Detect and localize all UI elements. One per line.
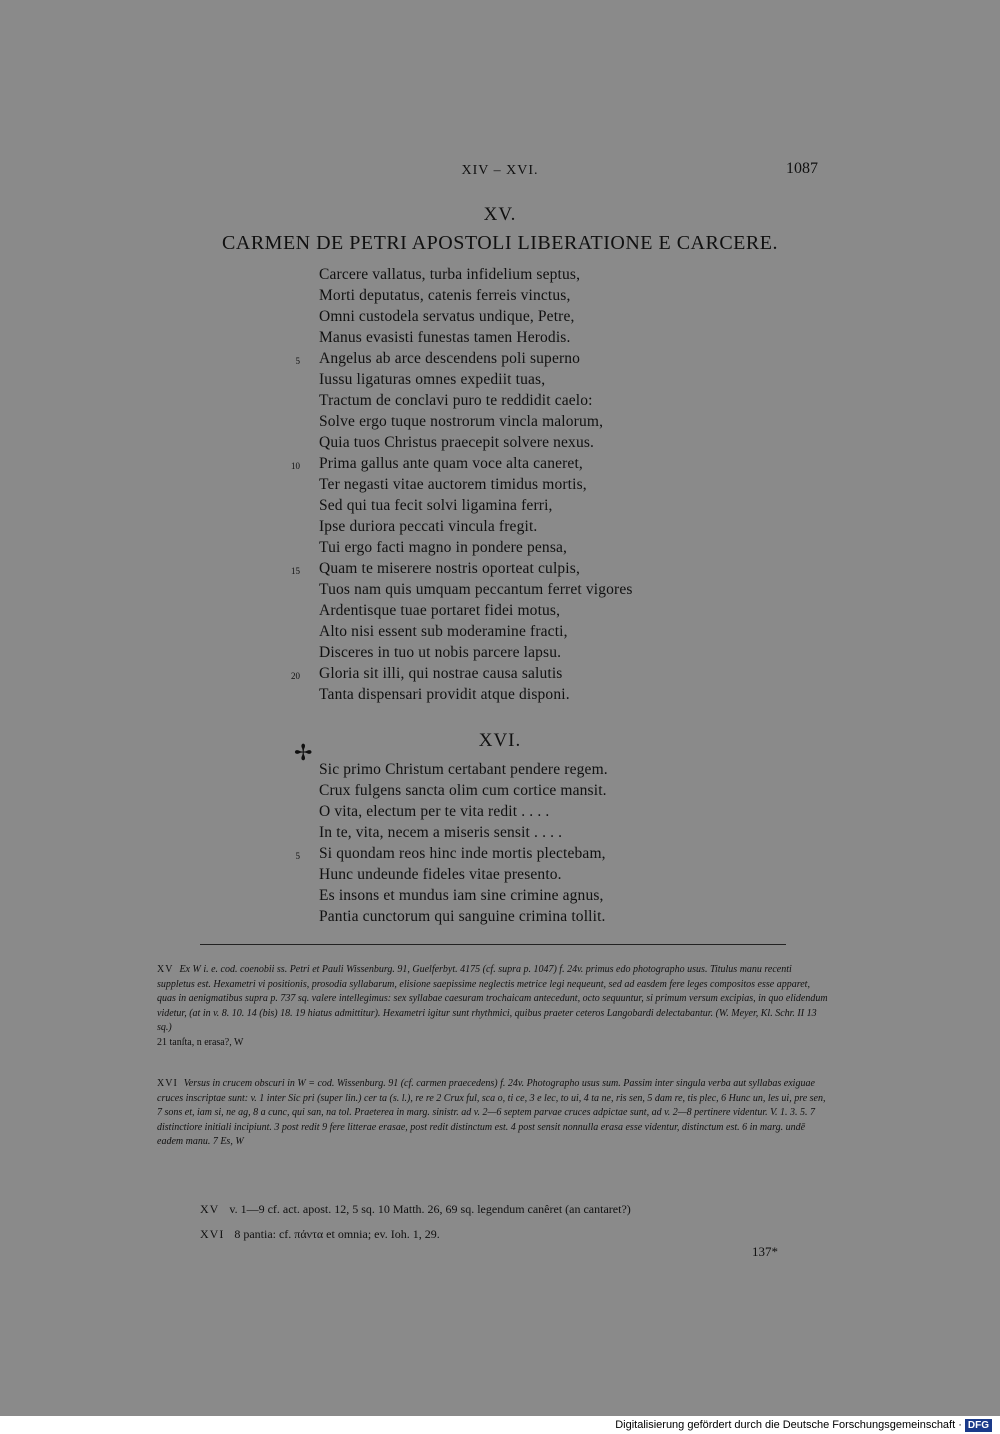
verse-line: Morti deputatus, catenis ferreis vinctus, (319, 287, 571, 304)
verse-line: Tanta dispensari providit atque disponi. (319, 686, 570, 703)
footer-text: Digitalisierung gefördert durch die Deutsche Forschungsgemeinschaft · (615, 1419, 962, 1431)
verse-line: Prima gallus ante quam voce alta caneret, (319, 455, 583, 472)
funding-footer (0, 1416, 1000, 1434)
signature-mark: 137* (752, 1244, 778, 1259)
verse-line: Omni custodela servatus undique, Petre, (319, 308, 575, 325)
verse-line: Ter negasti vitae auctorem timidus mortis, (319, 476, 587, 493)
line-number: 5 (295, 356, 300, 366)
verse-line: Manus evasisti funestas tamen Herodis. (319, 329, 571, 346)
footnote-rule (200, 944, 786, 945)
verse-line: Sed qui tua fecit solvi ligamina ferri, (319, 497, 553, 514)
verse-line: Quam te miserere nostris oporteat culpis, (319, 560, 580, 577)
verse-line: Ardentisque tuae portaret fidei motus, (319, 602, 561, 619)
verse-line: Disceres in tuo ut nobis parcere lapsu. (319, 644, 562, 661)
note-extra: 21 tanſta, n erasa?, W (157, 1036, 244, 1048)
xref-label: XVI (200, 1227, 225, 1241)
note-label: XV (157, 964, 174, 975)
verse-line: Hunc undeunde fideles vitae presento. (319, 866, 562, 883)
apparatus-note-xvi (157, 1077, 829, 1150)
running-head: XIV – XVI. (461, 163, 539, 178)
verse-line: Solve ergo tuque nostrorum vincla malorum, (319, 413, 604, 430)
verse-line: Gloria sit illi, qui nostrae causa salutis (319, 665, 563, 682)
verse-line: O vita, electum per te vita redit . . . . (319, 803, 550, 820)
page-number: 1087 (786, 160, 818, 177)
source-reference (200, 1202, 631, 1217)
verse-line: Pantia cunctorum qui sanguine crimina tollit. (319, 908, 606, 925)
poem-xv-title: CARMEN DE PETRI APOSTOLI LIBERATIONE E CARCERE. (222, 232, 778, 254)
xref-label: XV (200, 1202, 220, 1216)
dfg-logo: DFG (965, 1419, 992, 1432)
verse-line: Carcere vallatus, turba infidelium septus, (319, 266, 581, 283)
line-number: 20 (291, 671, 300, 681)
note-label: XVI (157, 1078, 178, 1089)
verse-line: Tuos nam quis umquam peccantum ferret vigores (319, 581, 633, 598)
xref-text: v. 1—9 cf. act. apost. 12, 5 sq. 10 Matth. 26, 69 sq. legendum canêret (an cantaret?) (229, 1202, 631, 1216)
verse-line: Angelus ab arce descendens poli superno (319, 350, 581, 367)
verse-line: Sic primo Christum certabant pendere regem. (319, 761, 608, 778)
source-reference (200, 1227, 440, 1242)
cross-icon: ✢ (294, 740, 313, 765)
xref-text: 8 pantia: cf. πάντα et omnia; ev. Ioh. 1, 29. (234, 1227, 440, 1241)
note-text: Ex W i. e. cod. coenobii ss. Petri et Pauli Wissenburg. 91, Guelferbyt. 4175 (cf. supra p. 1047) f. 24v. primus edo photographo usus. Titulus manu recenti suppletus est. Hexametri vi positionis, prosodia syllabarum, elisione saepissime neglectis metrice legi nequeunt, sed ad easdem fere leges compositos esse apparet, quas in aenigmatibus supra p. 737 sq. valere intellegimus: sex syllabae caesuram trochaicam antecedunt, octo sequuntur, si primum versum excipias, in quo elidendum videtur, (at in v. 8. 10. 14 (bis) 18. 19 hiatus admittitur). Hexametri igitur sunt rhythmici, quibus praeter ceteros Langobardi delectabantur. (W. Meyer, Kl. Schr. II 13 sq.) (157, 964, 828, 1033)
verse-line: Es insons et mundus iam sine crimine agnus, (319, 887, 604, 904)
verse-line: Tui ergo facti magno in pondere pensa, (319, 539, 568, 556)
poem-xvi-number: XVI. (478, 730, 522, 751)
verse-line: Ipse duriora peccati vincula fregit. (319, 518, 538, 535)
apparatus-note-xv (157, 963, 829, 1050)
verse-line: Crux fulgens sancta olim cum cortice mansit. (319, 782, 607, 799)
verse-line: Si quondam reos hinc inde mortis plectebam, (319, 845, 606, 862)
poem-xv-number: XV. (483, 204, 517, 225)
note-text: Versus in crucem obscuri in W = cod. Wissenburg. 91 (cf. carmen praecedens) f. 24v. Photographo usus sum. Passim inter singula verba aut syllabas exiguae cruces inscriptae sunt: v. 1 inter Sic pri (super lin.) cer ta (s. l.), re re 2 Crux ful, sca o, ti ce, 3 e lec, to ui, 4 ta ne, ris sen, 5 dam re, tis plec, 6 Hunc un, les ui, pre sen, 7 sons et, iam si, ne ag, 8 a cunc, qui san, na tol. Praeterea in marg. sinistr. ad v. 2—6 septem parvae cruces adpictae sunt, ad v. 2—8 pertinere videntur. V. 1. 3. 5. 7 distinctiore initiali incipiunt. 3 post redit 9 fere litterae erasae, post redit distinctum est. 4 post sensit nonnulla erasa esse videntur, distinctum est. 6 in marg. undē eadem manu. 7 Es, W (157, 1078, 826, 1147)
line-number: 10 (291, 461, 300, 471)
line-number: 15 (291, 566, 300, 576)
verse-line: In te, vita, necem a miseris sensit . . . . (319, 824, 563, 841)
verse-line: Tractum de conclavi puro te reddidit caelo: (319, 392, 593, 409)
verse-line: Iussu ligaturas omnes expediit tuas, (319, 371, 546, 388)
verse-line: Alto nisi essent sub moderamine fracti, (319, 623, 568, 640)
line-number: 5 (295, 851, 300, 861)
verse-line: Quia tuos Christus praecepit solvere nexus. (319, 434, 595, 451)
